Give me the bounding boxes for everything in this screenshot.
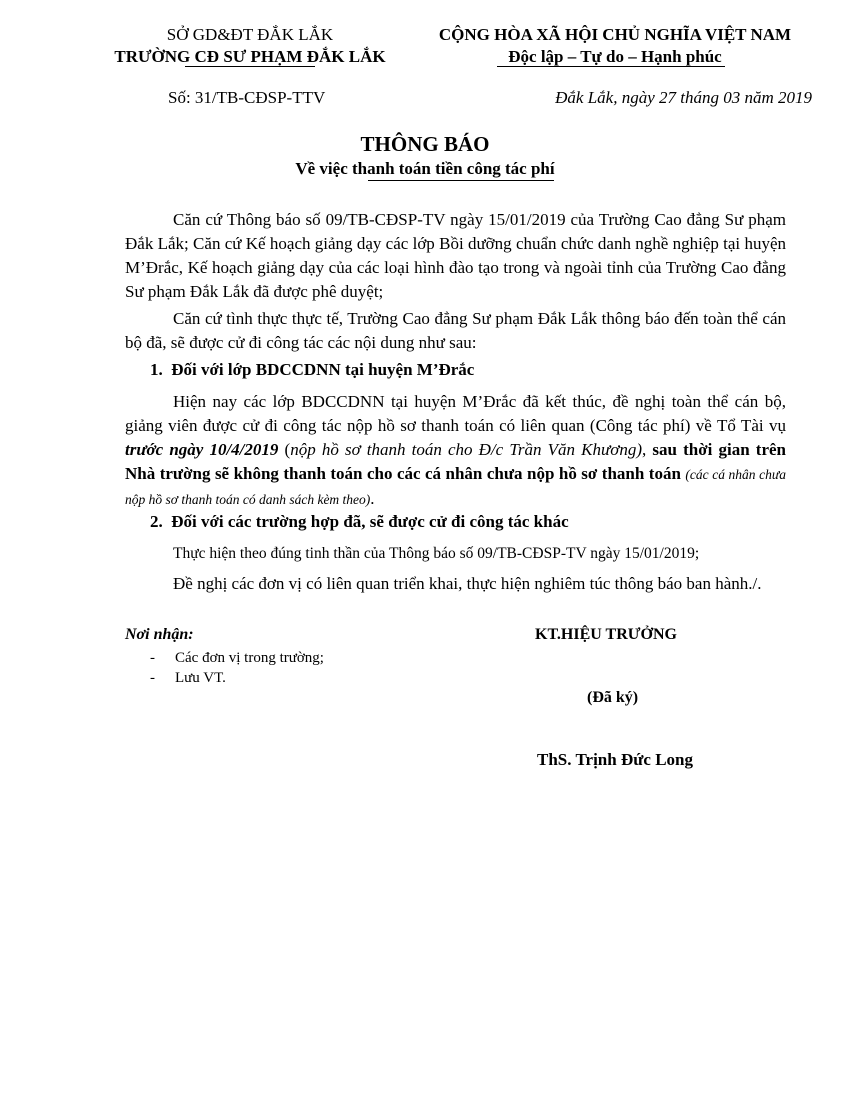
submission-note: nộp hồ sơ thanh toán cho Đ/c Trần Văn Khương) <box>290 440 642 459</box>
attachment-note: (các cá nhân chưa nộp hồ sơ thanh toán có danh sách kèm theo) <box>125 467 786 507</box>
closing-paragraph: Đề nghị các đơn vị có liên quan triển khai, thực hiện nghiêm túc thông báo ban hành./. <box>173 574 762 593</box>
agency-parent: SỞ GD&ĐT ĐẮK LẮK <box>166 25 334 44</box>
recipient-item: - <box>150 650 155 666</box>
subtitle-underline <box>368 180 554 181</box>
national-header <box>415 24 815 68</box>
agency-header <box>95 24 405 68</box>
section-1-body <box>125 390 786 512</box>
section-2-body: Thực hiện theo đúng tinh thần của Thông báo số 09/TB-CĐSP-TV ngày 15/01/2019; <box>173 545 700 562</box>
paragraph-announcement: Căn cứ tình thực thực tế, Trường Cao đẳng Sư phạm Đắk Lắk thông báo đến toàn thể cán bộ đã, sẽ được cử đi công tác các nội dung như sau: <box>125 309 786 352</box>
section-1-text-c: , <box>642 440 653 459</box>
recipient-item: - <box>150 670 155 686</box>
section-1-text-b: ( <box>278 440 291 459</box>
signed-mark: (Đã ký) <box>587 689 639 706</box>
section-1-number: 1. <box>150 360 163 379</box>
section-1-text-a: Hiện nay các lớp BDCCDNN tại huyện M’Đrắc đã kết thúc, đề nghị toàn thể cán bộ, giảng viên được cử đi công tác nộp hồ sơ thanh toán có liên quan (Công tác phí) về Tổ Tài vụ <box>125 392 786 435</box>
national-title: CỘNG HÒA XÃ HỘI CHỦ NGHĨA VIỆT NAM <box>438 25 792 44</box>
section-1-text-e: . <box>370 489 375 508</box>
national-motto: Độc lập – Tự do – Hạnh phúc <box>508 47 722 66</box>
section-1-heading <box>150 358 474 382</box>
subtitle-prefix: Về việc <box>295 159 352 178</box>
place-date: Đắk Lắk, ngày 27 tháng 03 năm 2019 <box>555 88 812 107</box>
section-1-title: Đối với lớp BDCCDNN tại huyện M’Đrắc <box>171 360 475 379</box>
recipient-item-1: Các đơn vị trong trường; <box>175 650 324 666</box>
agency-underline <box>185 66 315 67</box>
signer-title: KT.HIỆU TRƯỞNG <box>535 626 677 643</box>
section-2-title: Đối với các trường hợp đã, sẽ được cử đi công tác khác <box>171 512 569 531</box>
section-2-number: 2. <box>150 512 163 531</box>
section-2-heading <box>150 510 569 534</box>
document-title: THÔNG BÁO <box>360 132 490 156</box>
recipient-item-2: Lưu VT. <box>175 670 226 686</box>
non-payment-warning: sau thời gian trên Nhà trường sẽ không thanh toán cho các cá nhân chưa nộp hồ sơ thanh toán <box>125 440 786 483</box>
document-subtitle <box>0 159 850 179</box>
subtitle-main: thanh toán tiền công tác phí <box>352 159 555 178</box>
signer-name: ThS. Trịnh Đức Long <box>537 750 694 769</box>
payment-deadline: trước ngày 10/4/2019 <box>125 440 279 459</box>
agency-name: TRƯỜNG CĐ SƯ PHẠM ĐẮK LẮK <box>114 47 386 66</box>
recipients-label: Nơi nhận: <box>125 626 194 643</box>
paragraph-basis: Căn cứ Thông báo số 09/TB-CĐSP-TV ngày 15/01/2019 của Trường Cao đẳng Sư phạm Đắk Lắk; Căn cứ Kế hoạch giảng dạy các lớp Bồi dưỡng chuẩn chức danh nghề nghiệp tại huyện M’Đrắc, Kế hoạch giảng dạy của các loại hình đào tạo trong và ngoài tỉnh của Trường Cao đẳng Sư phạm Đắk Lắk đã được phê duyệt; <box>125 210 786 301</box>
motto-underline <box>497 66 725 67</box>
document-number: Số: 31/TB-CĐSP-TTV <box>168 88 326 107</box>
